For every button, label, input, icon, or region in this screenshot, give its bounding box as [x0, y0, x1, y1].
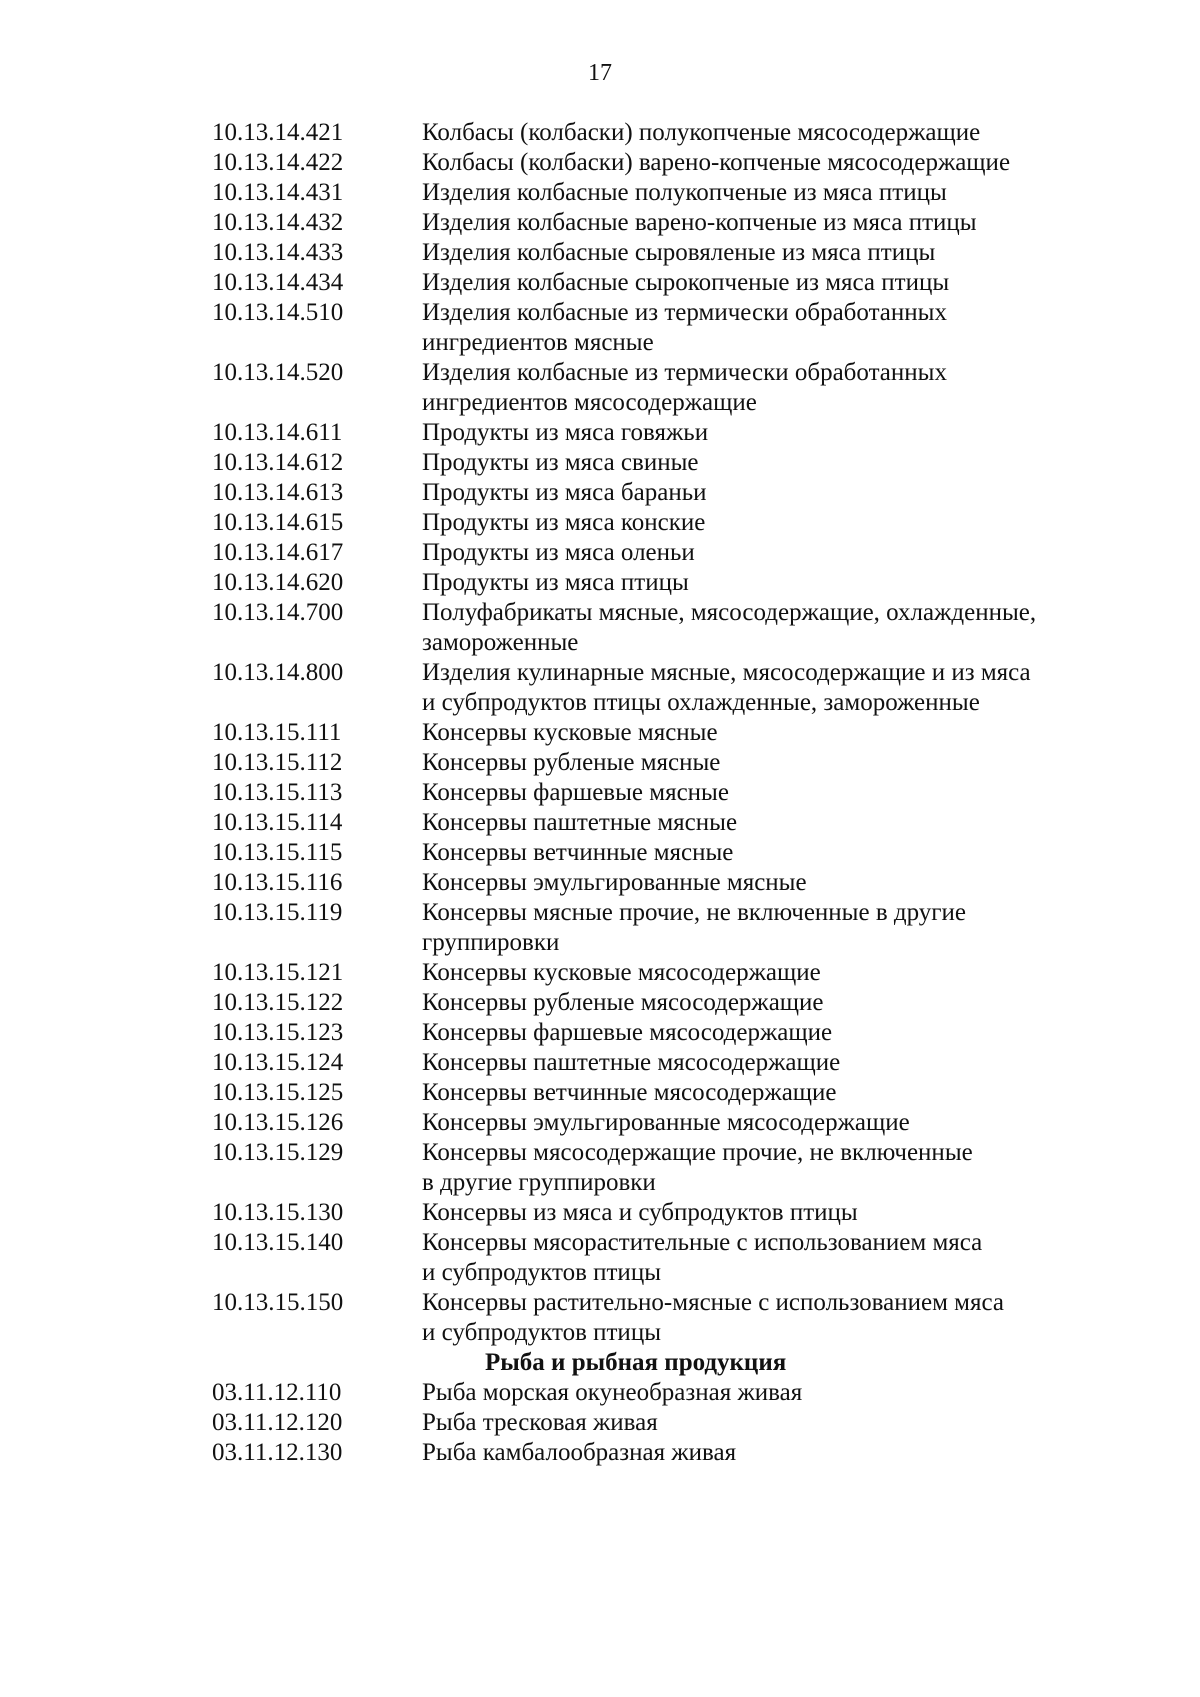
item-code: 03.11.12.120: [212, 1409, 343, 1436]
item-code: 10.13.15.115: [212, 839, 343, 866]
description-line: Продукты из мяса свиные: [422, 449, 699, 476]
list-item: [0, 508, 1200, 538]
list-item: [0, 988, 1200, 1018]
description-line: Консервы ветчинные мясные: [422, 839, 734, 866]
item-code: 10.13.15.111: [212, 719, 342, 746]
description-line: Консервы паштетные мясные: [422, 809, 738, 836]
item-description: [422, 118, 1160, 148]
description-line: Изделия кулинарные мясные, мясосодержащие и из мяса: [422, 659, 1031, 686]
description-line: замороженные: [422, 629, 579, 656]
item-code: 10.13.15.129: [212, 1139, 344, 1166]
description-line: и субпродуктов птицы охлажденные, замороженные: [422, 689, 980, 716]
item-description: [422, 748, 1160, 778]
list-item: [0, 1288, 1200, 1348]
list-item: [0, 358, 1200, 418]
item-code: 10.13.14.520: [212, 359, 344, 386]
item-code: 10.13.15.126: [212, 1109, 344, 1136]
description-line: Консервы из мяса и субпродуктов птицы: [422, 1199, 858, 1226]
list-item: [0, 1408, 1200, 1438]
description-line: ингредиентов мясосодержащие: [422, 389, 757, 416]
list-item: [0, 298, 1200, 358]
item-description: [422, 988, 1160, 1018]
item-code: 10.13.15.116: [212, 869, 343, 896]
list-item: [0, 1018, 1200, 1048]
item-code: 10.13.14.433: [212, 239, 344, 266]
item-code: 10.13.15.122: [212, 989, 344, 1016]
description-line: Полуфабрикаты мясные, мясосодержащие, охлажденные,: [422, 599, 1037, 626]
item-description: [422, 1198, 1160, 1228]
list-item: [0, 778, 1200, 808]
item-code: 10.13.14.800: [212, 659, 344, 686]
item-description: [422, 1228, 1160, 1288]
list-item: [0, 478, 1200, 508]
section-heading: Рыба и рыбная продукция: [485, 1349, 787, 1376]
item-description: [422, 1138, 1160, 1198]
description-line: Консервы растительно-мясные с использованием мяса: [422, 1289, 1004, 1316]
list-item: [0, 238, 1200, 268]
item-description: [422, 208, 1160, 238]
list-item: [0, 898, 1200, 958]
list-item: [0, 1198, 1200, 1228]
list-item: [0, 808, 1200, 838]
item-description: [422, 1438, 1160, 1468]
item-code: 10.13.14.620: [212, 569, 344, 596]
item-description: [422, 658, 1160, 718]
list-item: [0, 1138, 1200, 1198]
item-description: [422, 778, 1160, 808]
item-description: [422, 508, 1160, 538]
description-line: Консервы мясорастительные с использованием мяса: [422, 1229, 983, 1256]
item-description: [422, 448, 1160, 478]
list-item: [0, 208, 1200, 238]
item-code: 10.13.15.125: [212, 1079, 344, 1106]
item-code: 10.13.14.510: [212, 299, 344, 326]
item-description: [422, 958, 1160, 988]
item-description: [422, 418, 1160, 448]
item-description: [422, 238, 1160, 268]
list-item: [0, 178, 1200, 208]
list-item: [0, 1078, 1200, 1108]
description-line: Продукты из мяса оленьи: [422, 539, 695, 566]
item-description: [422, 1018, 1160, 1048]
description-line: Консервы ветчинные мясосодержащие: [422, 1079, 837, 1106]
description-line: Консервы рубленые мясные: [422, 749, 721, 776]
description-line: Консервы эмульгированные мясосодержащие: [422, 1109, 910, 1136]
description-line: Изделия колбасные сырокопченые из мяса птицы: [422, 269, 950, 296]
description-line: Изделия колбасные варено-копченые из мяса птицы: [422, 209, 977, 236]
description-line: Продукты из мяса говяжьи: [422, 419, 709, 446]
list-item: [0, 958, 1200, 988]
item-description: [422, 1378, 1160, 1408]
description-line: Изделия колбасные из термически обработанных: [422, 359, 947, 386]
meat-products-group: [0, 118, 1200, 1348]
list-item: [0, 1228, 1200, 1288]
description-line: Консервы рубленые мясосодержащие: [422, 989, 824, 1016]
description-line: Колбасы (колбаски) варено-копченые мясосодержащие: [422, 149, 1011, 176]
list-item: [0, 838, 1200, 868]
item-code: 10.13.15.113: [212, 779, 343, 806]
classifier-list: [0, 118, 1200, 1468]
item-description: [422, 478, 1160, 508]
item-description: [422, 268, 1160, 298]
item-code: 10.13.14.700: [212, 599, 344, 626]
list-item: [0, 268, 1200, 298]
list-item: [0, 118, 1200, 148]
item-description: [422, 568, 1160, 598]
list-item: [0, 448, 1200, 478]
item-code: 10.13.15.130: [212, 1199, 344, 1226]
item-code: 10.13.14.617: [212, 539, 344, 566]
item-code: 10.13.14.611: [212, 419, 343, 446]
item-description: [422, 538, 1160, 568]
item-description: [422, 358, 1160, 418]
item-description: [422, 1048, 1160, 1078]
description-line: Продукты из мяса бараньи: [422, 479, 707, 506]
description-line: Изделия колбасные сыровяленые из мяса птицы: [422, 239, 936, 266]
item-description: [422, 1108, 1160, 1138]
list-item: [0, 658, 1200, 718]
item-description: [422, 298, 1160, 358]
item-description: [422, 148, 1160, 178]
description-line: Рыба морская окунеобразная живая: [422, 1379, 803, 1406]
list-item: [0, 1108, 1200, 1138]
item-description: [422, 718, 1160, 748]
list-item: [0, 718, 1200, 748]
item-code: 10.13.14.421: [212, 119, 344, 146]
page-number: 17: [588, 60, 612, 86]
description-line: Консервы мясосодержащие прочие, не включенные: [422, 1139, 973, 1166]
list-item: [0, 1048, 1200, 1078]
item-code: 10.13.15.121: [212, 959, 344, 986]
description-line: в другие группировки: [422, 1169, 656, 1196]
list-item: [0, 748, 1200, 778]
item-code: 03.11.12.110: [212, 1379, 342, 1406]
description-line: Рыба тресковая живая: [422, 1409, 658, 1436]
description-line: Консервы фаршевые мясосодержащие: [422, 1019, 833, 1046]
description-line: группировки: [422, 929, 560, 956]
description-line: Консервы мясные прочие, не включенные в другие: [422, 899, 966, 926]
item-code: 10.13.14.431: [212, 179, 344, 206]
description-line: и субпродуктов птицы: [422, 1259, 661, 1286]
description-line: Консервы кусковые мясные: [422, 719, 718, 746]
description-line: Изделия колбасные из термически обработанных: [422, 299, 947, 326]
item-code: 10.13.15.150: [212, 1289, 344, 1316]
description-line: Консервы эмульгированные мясные: [422, 869, 807, 896]
list-item: [0, 568, 1200, 598]
description-line: и субпродуктов птицы: [422, 1319, 661, 1346]
list-item: [0, 1438, 1200, 1468]
item-code: 10.13.14.613: [212, 479, 344, 506]
description-line: Колбасы (колбаски) полукопченые мясосодержащие: [422, 119, 981, 146]
item-code: 10.13.14.434: [212, 269, 344, 296]
description-line: Консервы паштетные мясосодержащие: [422, 1049, 841, 1076]
item-code: 10.13.15.123: [212, 1019, 344, 1046]
item-description: [422, 868, 1160, 898]
item-description: [422, 808, 1160, 838]
item-description: [422, 838, 1160, 868]
description-line: Консервы кусковые мясосодержащие: [422, 959, 821, 986]
list-item: [0, 418, 1200, 448]
list-item: [0, 538, 1200, 568]
item-code: 10.13.14.612: [212, 449, 344, 476]
item-code: 10.13.15.124: [212, 1049, 344, 1076]
description-line: ингредиентов мясные: [422, 329, 654, 356]
item-code: 10.13.15.114: [212, 809, 343, 836]
item-code: 10.13.14.615: [212, 509, 344, 536]
item-description: [422, 1408, 1160, 1438]
description-line: Продукты из мяса птицы: [422, 569, 689, 596]
item-description: [422, 1288, 1160, 1348]
item-description: [422, 598, 1160, 658]
list-item: [0, 1378, 1200, 1408]
item-code: 10.13.14.432: [212, 209, 344, 236]
list-item: [0, 598, 1200, 658]
item-code: 10.13.14.422: [212, 149, 344, 176]
item-code: 10.13.15.140: [212, 1229, 344, 1256]
item-code: 03.11.12.130: [212, 1439, 343, 1466]
description-line: Продукты из мяса конские: [422, 509, 706, 536]
item-code: 10.13.15.119: [212, 899, 343, 926]
item-code: 10.13.15.112: [212, 749, 343, 776]
item-description: [422, 1078, 1160, 1108]
description-line: Рыба камбалообразная живая: [422, 1439, 737, 1466]
item-description: [422, 178, 1160, 208]
list-item: [0, 148, 1200, 178]
item-description: [422, 898, 1160, 958]
description-line: Консервы фаршевые мясные: [422, 779, 729, 806]
list-item: [0, 868, 1200, 898]
description-line: Изделия колбасные полукопченые из мяса птицы: [422, 179, 947, 206]
fish-products-group: [0, 1378, 1200, 1468]
